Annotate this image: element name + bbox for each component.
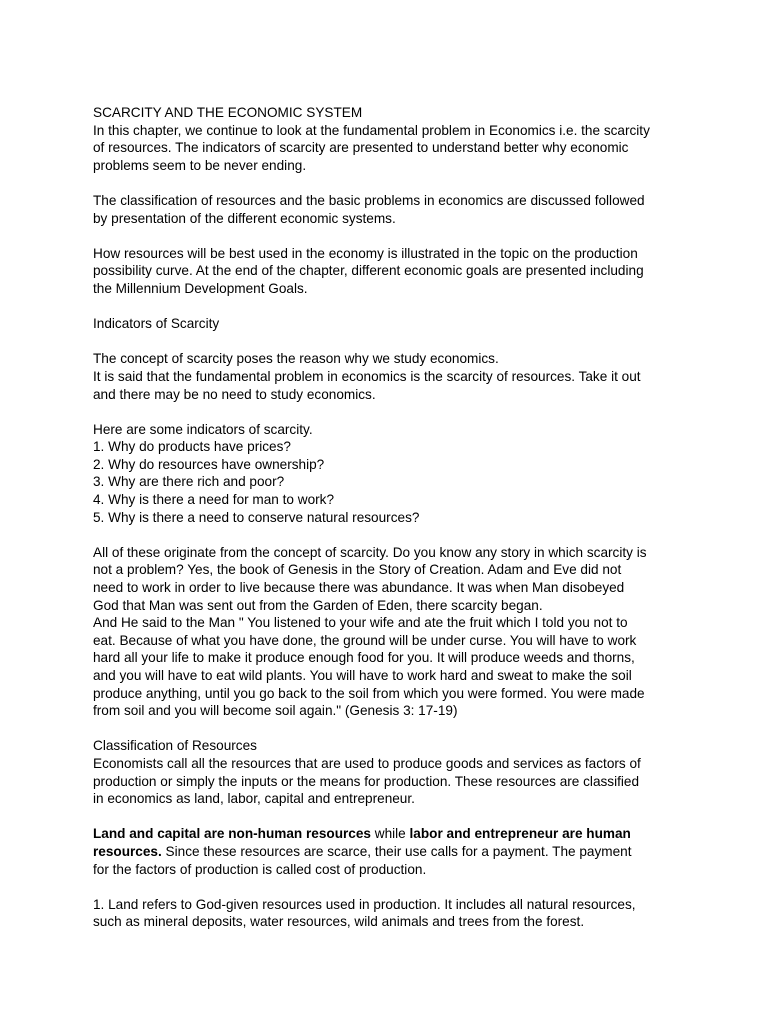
para5-line-6: eat. Because of what you have done, the ground will be under curse. You will have to work [93, 632, 637, 648]
para8-line-2: such as mineral deposits, water resources, wild animals and trees from the forest. [93, 914, 585, 930]
heading-classification: Classification of Resources [93, 738, 257, 754]
document-title: SCARCITY AND THE ECONOMIC SYSTEM [93, 105, 363, 120]
paragraph-gap [93, 403, 683, 421]
list-item: 2. Why do resources have ownership? [93, 456, 325, 472]
list-item: 5. Why is there a need to conserve natural resources? [93, 509, 420, 525]
indicators-intro: Here are some indicators of scarcity. [93, 421, 313, 437]
paragraph-gap [93, 720, 683, 738]
para4-line-3: and there may be no need to study economics. [93, 386, 376, 402]
para6-line-2: production or simply the inputs or the means for production. These resources are classified [93, 773, 640, 789]
para5-line-10: from soil and you will become soil again." (Genesis 3: 17-19) [93, 703, 458, 719]
paragraph-gap [93, 808, 683, 826]
paragraph-gap [93, 333, 683, 351]
paragraph-gap [93, 174, 683, 192]
para7-line-2 [93, 843, 683, 861]
paragraph-gap [93, 298, 683, 316]
para3-line-1: How resources will be best used in the economy is illustrated in the topic on the production [93, 245, 638, 261]
para5-line-9: produce anything, until you go back to the soil from which you were formed. You were made [93, 685, 645, 701]
body-text: while [370, 826, 410, 842]
para8-line-1: 1. Land refers to God-given resources used in production. It includes all natural resources, [93, 896, 636, 912]
intro-line-1: In this chapter, we continue to look at the fundamental problem in Economics i.e. the scarcity [93, 122, 650, 138]
para3-line-3: the Millennium Development Goals. [93, 280, 308, 296]
para4-line-2: It is said that the fundamental problem in economics is the scarcity of resources. Take it out [93, 368, 641, 384]
paragraph-gap [93, 526, 683, 544]
bold-text: labor and entrepreneur are human [409, 826, 631, 842]
para6-line-3: in economics as land, labor, capital and entrepreneur. [93, 791, 415, 807]
para5-line-3: need to work in order to live because there was abundance. It was when Man disobeyed [93, 580, 625, 596]
intro-line-2: of resources. The indicators of scarcity are presented to understand better why economic [93, 140, 629, 156]
para4-line-1: The concept of scarcity poses the reason why we study economics. [93, 351, 499, 367]
intro-line-3: problems seem to be never ending. [93, 157, 307, 173]
document-page [93, 104, 683, 931]
bold-text: resources. [93, 843, 162, 859]
para3-line-2: possibility curve. At the end of the chapter, different economic goals are presented including [93, 263, 644, 279]
paragraph-gap [93, 227, 683, 245]
list-item: 1. Why do products have prices? [93, 439, 291, 455]
para2-line-1: The classification of resources and the basic problems in economics are discussed followed [93, 192, 645, 208]
para7-line-3: for the factors of production is called cost of production. [93, 861, 427, 877]
paragraph-gap [93, 878, 683, 896]
para6-line-1: Economists call all the resources that are used to produce goods and services as factors of [93, 755, 641, 771]
para7-line-1 [93, 825, 683, 843]
para2-line-2: by presentation of the different economic systems. [93, 210, 396, 226]
para5-line-2: not a problem? Yes, the book of Genesis in the Story of Creation. Adam and Eve did not [93, 562, 622, 578]
heading-indicators: Indicators of Scarcity [93, 316, 220, 332]
list-item: 3. Why are there rich and poor? [93, 474, 285, 490]
para5-line-1: All of these originate from the concept of scarcity. Do you know any story in which scarcity is [93, 544, 647, 560]
para5-line-5: And He said to the Man " You listened to your wife and ate the fruit which I told you not to [93, 615, 628, 631]
list-item: 4. Why is there a need for man to work? [93, 492, 335, 508]
body-text: Since these resources are scarce, their use calls for a payment. The payment [161, 843, 632, 859]
bold-text: Land and capital are non-human resources [93, 826, 371, 842]
para5-line-4: God that Man was sent out from the Garden of Eden, there scarcity began. [93, 597, 543, 613]
para5-line-7: hard all your life to make it produce enough food for you. It will produce weeds and thorns, [93, 650, 635, 666]
para5-line-8: and you will have to eat wild plants. You will have to work hard and sweat to make the soil [93, 668, 632, 683]
